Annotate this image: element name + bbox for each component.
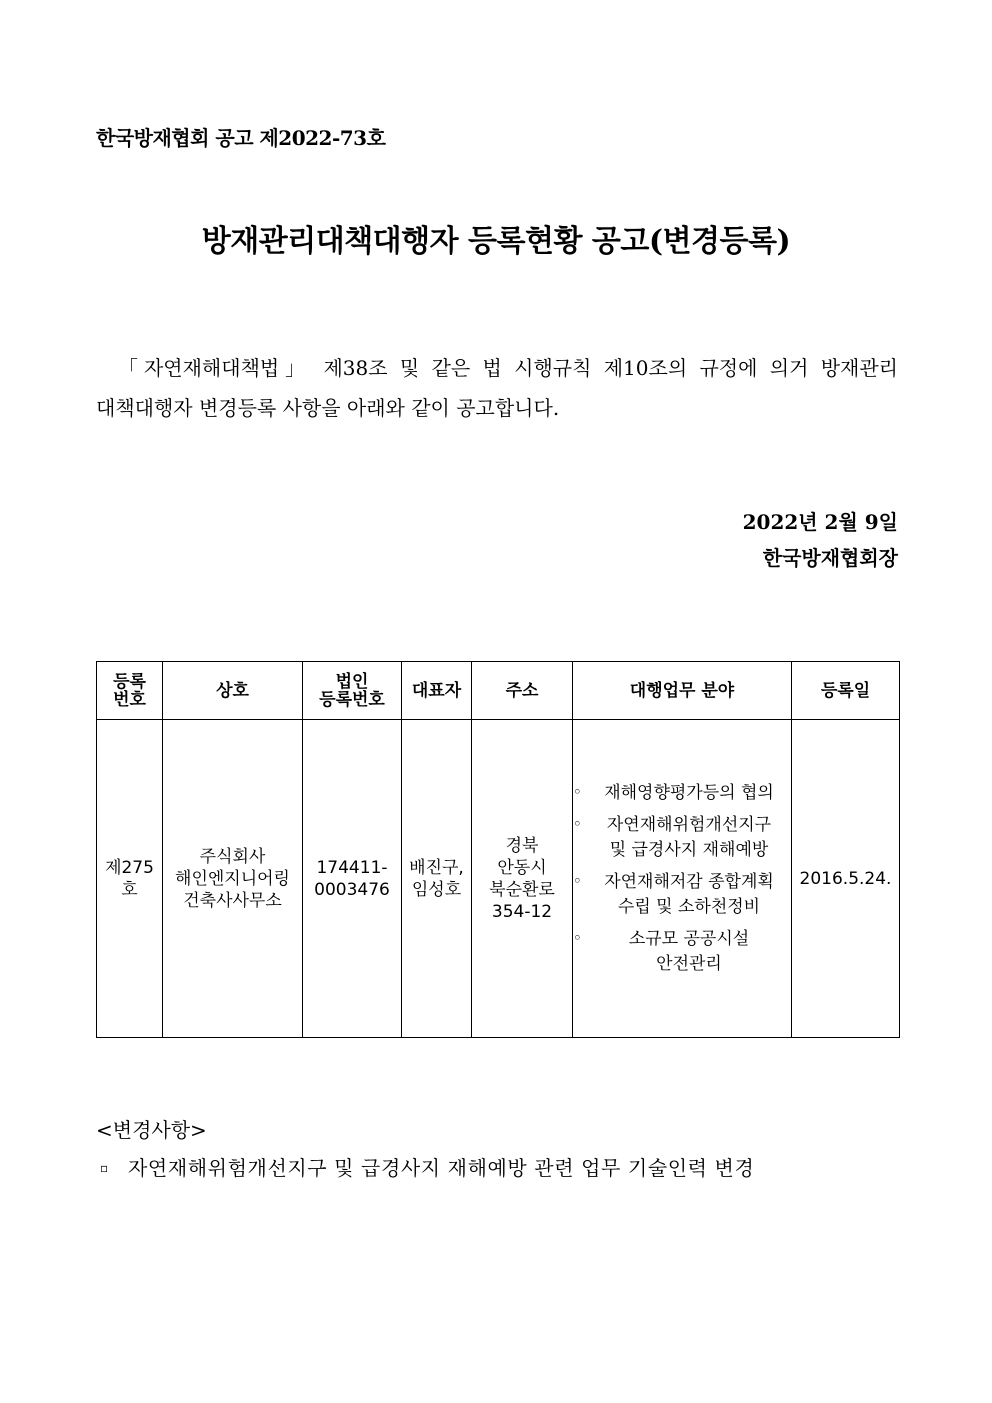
- square-bullet-icon: ▫: [100, 1161, 109, 1175]
- changes-heading: <변경사항>: [96, 1118, 207, 1142]
- header-address: 주소: [472, 662, 573, 720]
- header-representative: 대표자: [402, 662, 472, 720]
- notice-number: 한국방재협회 공고 제2022-73호: [96, 126, 386, 150]
- change-item: [96, 1152, 754, 1181]
- cell-representative: 배진구, 임성호: [402, 720, 472, 1038]
- list-item: ◦ 자연재해위험개선지구 및 급경사지 재해예방: [573, 813, 791, 863]
- cell-corp-no: 174411- 0003476: [303, 720, 402, 1038]
- header-corp-no: 법인 등록번호: [303, 662, 402, 720]
- header-reg-date: 등록일: [792, 662, 900, 720]
- list-item: ◦ 재해영향평가등의 협의: [573, 781, 791, 806]
- header-company: 상호: [163, 662, 303, 720]
- header-fields: 대행업무 분야: [573, 662, 792, 720]
- header-reg-no: 등록 번호: [97, 662, 163, 720]
- document-title: 방재관리대책대행자 등록현황 공고(변경등록): [201, 224, 791, 259]
- signer: 한국방재협회장: [762, 546, 898, 570]
- cell-reg-no: 제275호: [97, 720, 163, 1038]
- notice-body: [96, 348, 898, 428]
- cell-company: 주식회사 해인엔지니어링 건축사사무소: [163, 720, 303, 1038]
- registration-table: [96, 661, 900, 1038]
- field-list: [573, 781, 791, 977]
- change-item-text: 자연재해위험개선지구 및 급경사지 재해예방 관련 업무 기술인력 변경: [128, 1156, 755, 1180]
- notice-body-line-2: 대책대행자 변경등록 사항을 아래와 같이 공고합니다.: [96, 396, 560, 420]
- cell-address: 경북 안동시 북순환로 354-12: [472, 720, 573, 1038]
- table-row: [97, 720, 900, 1038]
- cell-reg-date: 2016.5.24.: [792, 720, 900, 1038]
- notice-body-line-1: 「자연재해대책법」 제38조 및 같은 법 시행규칙 제10조의 규정에 의거 방재관리: [118, 356, 898, 380]
- notice-date: 2022년 2월 9일: [742, 510, 898, 534]
- list-item: ◦ 자연재해저감 종합계획 수립 및 소하천정비: [573, 870, 791, 920]
- cell-fields: [573, 720, 792, 1038]
- table-header-row: [97, 662, 900, 720]
- list-item: ◦ 소규모 공공시설 안전관리: [573, 927, 791, 977]
